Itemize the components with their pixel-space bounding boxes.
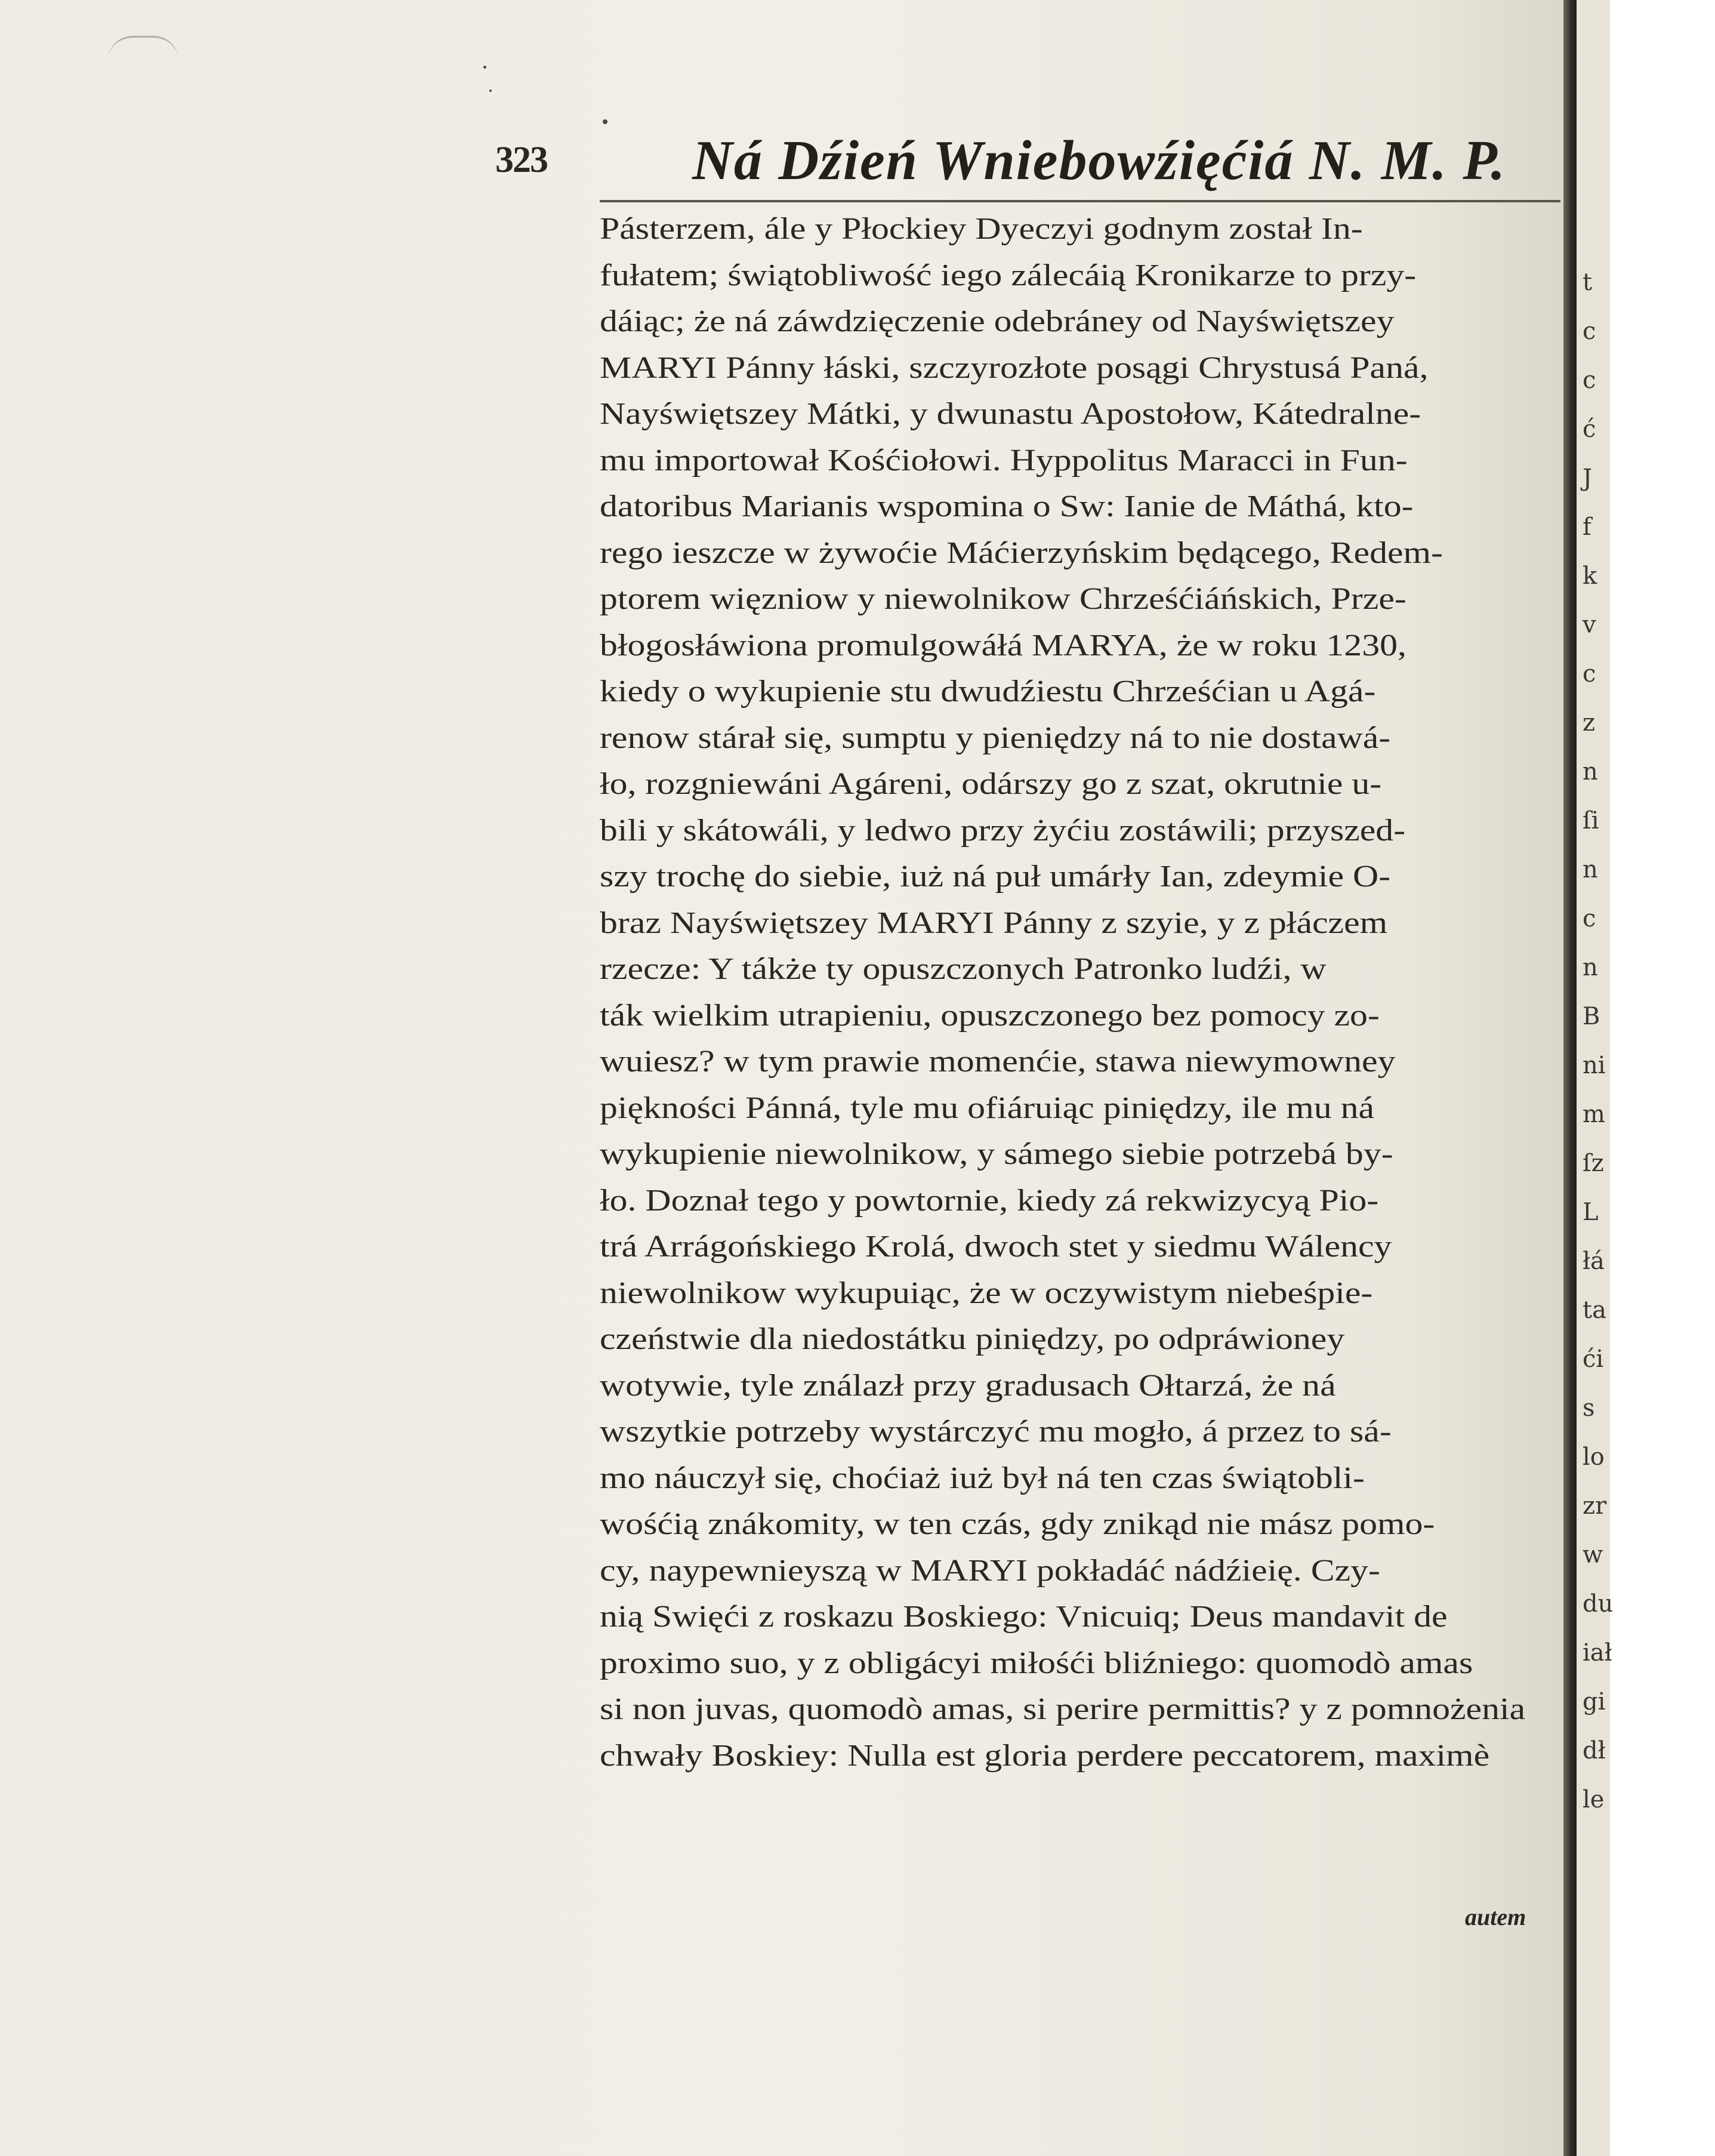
next-page-fragment: n xyxy=(1583,758,1598,786)
text-line: ták wielkim utrapieniu, opuszczonego bez pomocy zo- xyxy=(600,998,1380,1033)
next-page-fragment: lo xyxy=(1583,1443,1605,1471)
text-line: mo náuczył się, choćiaż iuż był ná ten czas świątobli- xyxy=(600,1461,1365,1495)
text-line: rego ieszcze w żywoćie Máćierzyńskim będącego, Redem- xyxy=(600,535,1443,570)
text-line: czeństwie dla niedostátku piniędzy, po odpráwioney xyxy=(600,1322,1345,1356)
text-line: szy trochę do siebie, iuż ná puł umárły Ian, zdeymie O- xyxy=(600,860,1391,894)
next-page-fragment: v xyxy=(1583,611,1596,639)
text-line: kiedy o wykupienie stu dwudźiestu Chrześćian u Agá- xyxy=(600,674,1376,709)
next-page-fragment: n xyxy=(1583,856,1598,883)
next-page-fragment: ni xyxy=(1583,1052,1606,1079)
text-line: wotywie, tyle ználazł przy gradusach Ołtarzá, że ná xyxy=(600,1368,1336,1403)
next-page-fragment: s xyxy=(1583,1394,1595,1422)
text-line: renow stárał się, sumptu y pieniędzy ná to nie dostawá- xyxy=(600,720,1391,755)
page-number: 323 xyxy=(495,140,547,180)
text-line: trá Arrágońskiego Krolá, dwoch stet y siedmu Wálency xyxy=(600,1230,1392,1264)
ink-speck xyxy=(603,119,607,124)
next-page-fragment: m xyxy=(1583,1101,1605,1128)
text-line: wośćią znákomity, w ten czás, gdy znikąd nie mász pomo- xyxy=(600,1507,1435,1541)
next-page-fragment: ć xyxy=(1583,415,1596,443)
next-page-fragment: z xyxy=(1583,709,1596,737)
next-page-fragment: c xyxy=(1583,660,1596,688)
next-page-fragment: gi xyxy=(1583,1688,1606,1715)
text-line: chwały Boskiey: Nulla est gloria perdere peccatorem, maximè xyxy=(600,1738,1490,1773)
next-page-fragment: ći xyxy=(1583,1345,1604,1373)
text-line: braz Nayświętszey MARYI Pánny z szyie, y z płáczem xyxy=(600,905,1388,940)
text-line: Pásterzem, ále y Płockiey Dyeczyi godnym został In- xyxy=(600,212,1363,246)
text-line: proximo suo, y z obligácyi miłośći bliźniego: quomodò amas xyxy=(600,1646,1473,1680)
text-line: Nayświętszey Mátki, y dwunastu Apostołow, Kátedralne- xyxy=(600,397,1421,431)
next-page-fragment: B xyxy=(1583,1003,1600,1030)
text-line: wuiesz? w tym prawie momenćie, stawa niewymowney xyxy=(600,1045,1396,1079)
text-line: rzecze: Y tákże ty opuszczonych Patronko ludźi, w xyxy=(600,952,1327,986)
text-line: piękności Pánná, tyle mu ofiáruiąc piniędzy, ile mu ná xyxy=(600,1091,1375,1125)
next-page-fragment: le xyxy=(1583,1786,1605,1813)
text-line: fułatem; świątobliwość iego zálecáią Kronikarze to przy- xyxy=(600,258,1417,292)
body-text xyxy=(600,206,1569,1779)
text-line: ptorem więzniow y niewolnikow Chrześćiáńskich, Prze- xyxy=(600,582,1406,616)
next-page-fragment: L xyxy=(1583,1199,1599,1226)
next-page-fragment: k xyxy=(1583,562,1597,590)
next-page-fragment: ſz xyxy=(1583,1150,1604,1177)
next-page-fragment: t xyxy=(1583,269,1593,296)
next-page-fragment: c xyxy=(1583,905,1596,932)
next-page-fragment: ſi xyxy=(1583,807,1599,834)
text-line: si non juvas, quomodò amas, si perire permittis? y z pomnożenia xyxy=(600,1692,1526,1726)
next-page-edge xyxy=(1577,0,1614,2156)
text-line: datoribus Marianis wspomina o Sw: Ianie de Máthá, kto- xyxy=(600,489,1414,523)
text-line: mu importował Kośćiołowi. Hyppolitus Maracci in Fun- xyxy=(600,443,1408,478)
text-line: wszytkie potrzeby wystárczyć mu mogło, á przez to sá- xyxy=(600,1415,1392,1449)
running-head: Ná Dźień Wniebowźięćiá N. M. P. xyxy=(692,130,1507,192)
next-page-fragment: J xyxy=(1583,464,1593,492)
text-line: MARYI Pánny łáski, szczyrozłote posągi Chrystusá Paná, xyxy=(600,350,1429,385)
next-page-fragment: ta xyxy=(1583,1296,1606,1324)
corner-crease xyxy=(107,36,179,61)
book-gutter xyxy=(1563,0,1577,2156)
text-line: nią Swięći z roskazu Boskiego: Vnicuiq; Deus mandavit de xyxy=(600,1600,1448,1634)
text-line: cy, naypewnieyszą w MARYI pokładáć nádźieię. Czy- xyxy=(600,1553,1380,1588)
next-page-fragment: f xyxy=(1583,513,1591,541)
next-page-fragment: w xyxy=(1583,1541,1603,1569)
next-page-fragment: c xyxy=(1583,366,1596,394)
text-line: ło, rozgniewáni Agáreni, odárszy go z szat, okrutnie u- xyxy=(600,767,1382,801)
ink-speck xyxy=(483,66,486,69)
next-page-fragment: c xyxy=(1583,318,1596,345)
page-header xyxy=(495,128,1569,200)
next-page-fragment: n xyxy=(1583,954,1598,981)
text-line: dáiąc; że ná záwdzięczenie odebráney od Nayświętszey xyxy=(600,304,1395,338)
next-page-fragment: zr xyxy=(1583,1492,1607,1520)
ink-speck xyxy=(489,90,492,92)
text-line: błogosłáwiona promulgowáłá MARYA, że w roku 1230, xyxy=(600,628,1406,663)
next-page-fragment: du xyxy=(1583,1590,1614,1618)
next-page-fragment: łá xyxy=(1583,1248,1605,1275)
text-line: wykupienie niewolnikow, y sámego siebie potrzebá by- xyxy=(600,1137,1393,1171)
catchword: autem xyxy=(1465,1904,1526,1930)
header-rule xyxy=(600,200,1560,202)
next-page-fragment: dł xyxy=(1583,1737,1606,1764)
text-line: bili y skátowáli, y ledwo przy żyćiu zostáwili; przyszed- xyxy=(600,813,1406,848)
next-page-fragment: iał xyxy=(1583,1639,1612,1667)
text-line: ło. Doznał tego y powtornie, kiedy zá rekwizycyą Pio- xyxy=(600,1183,1379,1218)
text-line: niewolnikow wykupuiąc, że w oczywistym niebeśpie- xyxy=(600,1276,1373,1310)
